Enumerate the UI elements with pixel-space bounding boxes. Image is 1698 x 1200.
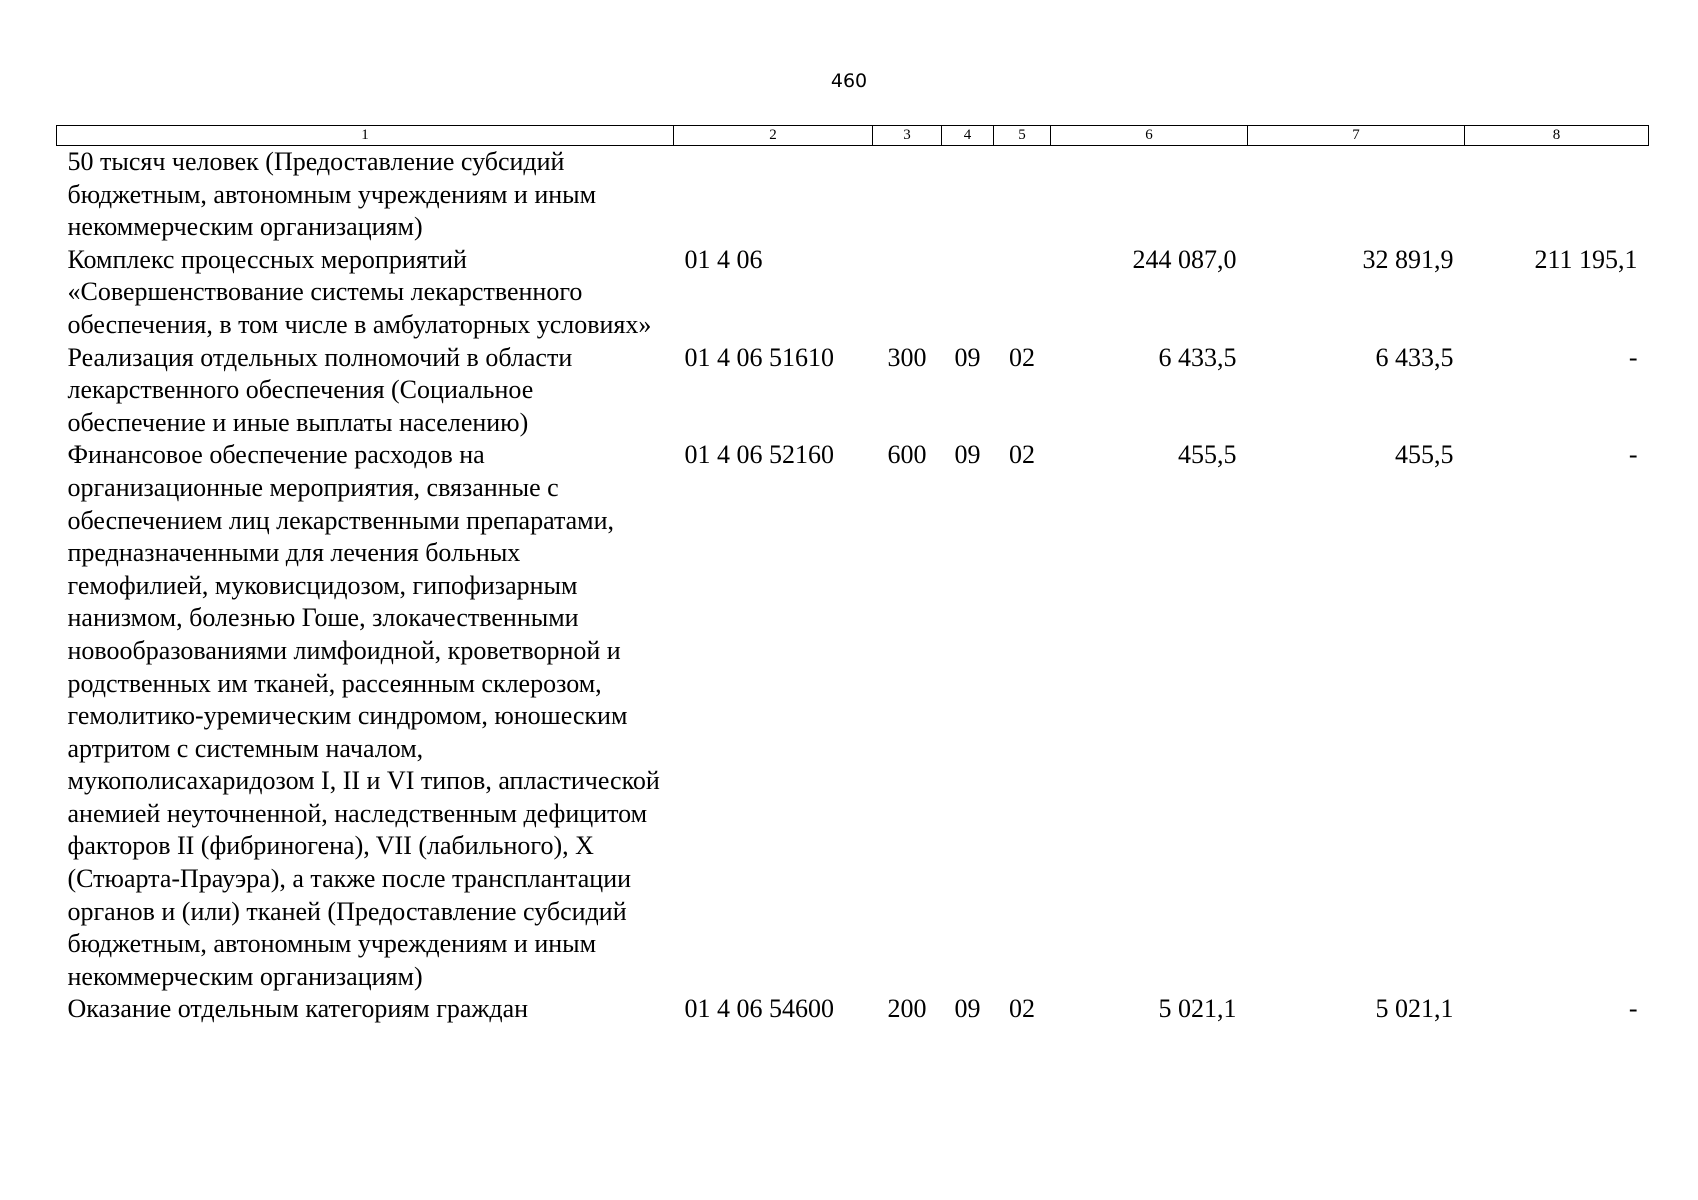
header-row [57, 126, 1649, 146]
row-section [942, 146, 994, 244]
row-total [1051, 146, 1248, 244]
column-header-3: 3 [873, 126, 942, 146]
column-header-2: 2 [674, 126, 873, 146]
column-header-1: 1 [57, 126, 674, 146]
row-expense-type: 600 [887, 440, 927, 470]
budget-table [56, 125, 1649, 1026]
row-name: Реализация отдельных полномочий в области лекарственного обеспечения (Социальное обеспечение и иные выплаты населению) [67, 342, 573, 437]
table-row [57, 342, 1649, 440]
row-code: 01 4 06 54600 [684, 994, 834, 1024]
row-col8: - [1628, 440, 1638, 470]
row-section: 09 [954, 994, 981, 1024]
row-col8 [1465, 146, 1649, 244]
row-section: 09 [954, 440, 981, 470]
row-col8: 211 195,1 [1534, 244, 1638, 274]
row-col7: 6 433,5 [1375, 342, 1454, 372]
row-col7: 455,5 [1395, 440, 1454, 470]
row-code: 01 4 06 [684, 244, 763, 274]
row-expense-type: 300 [887, 342, 927, 372]
column-header-7: 7 [1248, 126, 1465, 146]
row-name: Финансовое обеспечение расходов на организационные мероприятия, связанные с обеспечением лиц лекарственными препаратами, предназначенными для лечения больных гемофилией, муковисцидозом, гипофизарным нанизмом, болезнью Гоше, злокачественными новообразованиями лимфоидной, кроветворной и родственных им тканей, рассеянным склерозом, гемолитико-уремическим синдромом, юношеским артритом с системным началом, мукополисахаридозом I, II и VI типов, апластической анемией неуточненной, наследственным дефицитом факторов II (фибриногена), VII (лабильного), X (Стюарта-Прауэра), а также после трансплантации органов и (или) тканей (Предоставление субсидий бюджетным, автономным учреждениям и иным некоммерческим организациям) [67, 440, 660, 991]
column-header-4: 4 [942, 126, 994, 146]
row-total: 6 433,5 [1158, 342, 1237, 372]
row-total: 455,5 [1178, 440, 1237, 470]
table-row [57, 439, 1649, 993]
page-number: 460 [830, 70, 868, 92]
row-name: 50 тысяч человек (Предоставление субсидий бюджетным, автономным учреждениям и иным некоммерческим организациям) [67, 147, 597, 242]
row-expense-type: 200 [887, 994, 927, 1024]
row-col8: - [1628, 342, 1638, 372]
row-subsection: 02 [1009, 342, 1035, 372]
row-subsection: 02 [1009, 994, 1035, 1024]
table-row [57, 244, 1649, 342]
row-col7 [1248, 146, 1465, 244]
row-total: 5 021,1 [1158, 994, 1237, 1024]
row-code: 01 4 06 51610 [684, 342, 834, 372]
table-row [57, 993, 1649, 1026]
table-row [57, 146, 1649, 244]
row-col8: - [1628, 994, 1638, 1024]
column-header-5: 5 [994, 126, 1051, 146]
row-col7: 5 021,1 [1375, 994, 1454, 1024]
column-header-6: 6 [1051, 126, 1248, 146]
row-name: Комплекс процессных мероприятий «Совершенствование системы лекарственного обеспечения, в том числе в амбулаторных условиях» [67, 244, 652, 339]
row-col7: 32 891,9 [1362, 244, 1454, 274]
row-total: 244 087,0 [1132, 244, 1237, 274]
row-subsection: 02 [1009, 440, 1035, 470]
row-expense-type [873, 244, 942, 342]
row-code [674, 146, 873, 244]
row-section [942, 244, 994, 342]
row-section: 09 [954, 342, 981, 372]
row-code: 01 4 06 52160 [684, 440, 834, 470]
row-name: Оказание отдельным категориям граждан [67, 994, 529, 1024]
row-subsection [994, 146, 1051, 244]
row-expense-type [873, 146, 942, 244]
row-subsection [994, 244, 1051, 342]
column-header-8: 8 [1465, 126, 1649, 146]
